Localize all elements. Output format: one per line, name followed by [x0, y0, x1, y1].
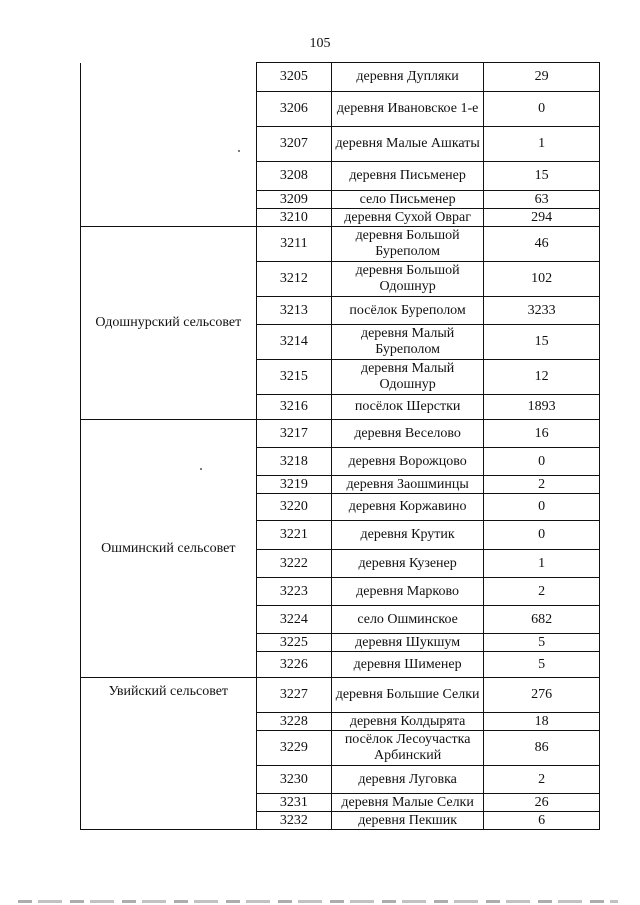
scan-speck	[238, 150, 240, 152]
settlement-name: деревня Веселово	[332, 420, 484, 448]
population-value: 2	[484, 476, 600, 494]
settlement-name: деревня Пекшик	[332, 812, 484, 830]
settlement-name: посёлок Лесоучастка Арбинский	[332, 731, 484, 766]
council-name: Одошнурский сельсовет	[81, 227, 257, 420]
row-number: 3205	[256, 63, 331, 92]
population-value: 6	[484, 812, 600, 830]
row-number: 3228	[256, 713, 331, 731]
settlement-name: деревня Сухой Овраг	[332, 209, 484, 227]
row-number: 3231	[256, 794, 331, 812]
population-value: 5	[484, 652, 600, 678]
row-number: 3232	[256, 812, 331, 830]
population-value: 0	[484, 92, 600, 127]
settlement-name: деревня Большие Селки	[332, 678, 484, 713]
settlement-name: деревня Малые Селки	[332, 794, 484, 812]
settlement-name: деревня Кузенер	[332, 550, 484, 578]
row-number: 3219	[256, 476, 331, 494]
population-value: 682	[484, 606, 600, 634]
row-number: 3226	[256, 652, 331, 678]
population-value: 46	[484, 227, 600, 262]
settlement-name: деревня Заошминцы	[332, 476, 484, 494]
row-number: 3210	[256, 209, 331, 227]
settlement-name: деревня Малый Буреполом	[332, 325, 484, 360]
settlement-name: деревня Большой Буреполом	[332, 227, 484, 262]
row-number: 3221	[256, 521, 331, 550]
population-value: 1	[484, 127, 600, 162]
row-number: 3214	[256, 325, 331, 360]
settlement-name: деревня Ивановское 1-е	[332, 92, 484, 127]
settlement-name: деревня Колдырята	[332, 713, 484, 731]
settlement-name: село Ошминское	[332, 606, 484, 634]
settlement-name: деревня Письменер	[332, 162, 484, 191]
population-value: 16	[484, 420, 600, 448]
page-number: 105	[309, 36, 331, 51]
population-value: 0	[484, 448, 600, 476]
row-number: 3217	[256, 420, 331, 448]
population-value: 2	[484, 578, 600, 606]
settlement-name: посёлок Буреполом	[332, 297, 484, 325]
population-value: 276	[484, 678, 600, 713]
table-row	[81, 63, 600, 92]
scan-speck	[200, 468, 202, 470]
settlement-name: деревня Луговка	[332, 766, 484, 794]
council-name	[81, 63, 257, 227]
settlement-name: деревня Марково	[332, 578, 484, 606]
row-number: 3215	[256, 360, 331, 395]
settlement-name: деревня Малые Ашкаты	[332, 127, 484, 162]
table-row	[81, 678, 600, 713]
settlement-name: деревня Малый Одошнур	[332, 360, 484, 395]
row-number: 3207	[256, 127, 331, 162]
population-value: 5	[484, 634, 600, 652]
table-row	[81, 227, 600, 262]
population-value: 29	[484, 63, 600, 92]
population-value: 0	[484, 494, 600, 521]
population-value: 26	[484, 794, 600, 812]
population-value: 102	[484, 262, 600, 297]
settlement-name: деревня Шименер	[332, 652, 484, 678]
population-value: 2	[484, 766, 600, 794]
settlement-name: деревня Коржавино	[332, 494, 484, 521]
population-value: 15	[484, 162, 600, 191]
settlement-name: посёлок Шерстки	[332, 395, 484, 420]
table-row	[81, 420, 600, 448]
row-number: 3209	[256, 191, 331, 209]
row-number: 3213	[256, 297, 331, 325]
settlement-table	[80, 62, 600, 830]
row-number: 3216	[256, 395, 331, 420]
row-number: 3222	[256, 550, 331, 578]
row-number: 3218	[256, 448, 331, 476]
row-number: 3225	[256, 634, 331, 652]
population-value: 0	[484, 521, 600, 550]
population-value: 1	[484, 550, 600, 578]
scan-edge-artifact	[18, 900, 618, 903]
row-number: 3206	[256, 92, 331, 127]
row-number: 3208	[256, 162, 331, 191]
population-value: 63	[484, 191, 600, 209]
row-number: 3230	[256, 766, 331, 794]
row-number: 3211	[256, 227, 331, 262]
council-name: Ошминский сельсовет	[81, 420, 257, 678]
settlement-name: деревня Крутик	[332, 521, 484, 550]
population-value: 1893	[484, 395, 600, 420]
row-number: 3227	[256, 678, 331, 713]
settlement-name: деревня Дупляки	[332, 63, 484, 92]
settlement-name: деревня Большой Одошнур	[332, 262, 484, 297]
population-value: 294	[484, 209, 600, 227]
council-name: Увийский сельсовет	[81, 678, 257, 830]
row-number: 3220	[256, 494, 331, 521]
settlement-name: деревня Шукшум	[332, 634, 484, 652]
population-value: 86	[484, 731, 600, 766]
row-number: 3223	[256, 578, 331, 606]
row-number: 3224	[256, 606, 331, 634]
population-value: 18	[484, 713, 600, 731]
row-number: 3212	[256, 262, 331, 297]
settlement-name: село Письменер	[332, 191, 484, 209]
population-value: 3233	[484, 297, 600, 325]
population-value: 15	[484, 325, 600, 360]
row-number: 3229	[256, 731, 331, 766]
settlement-name: деревня Ворожцово	[332, 448, 484, 476]
population-value: 12	[484, 360, 600, 395]
